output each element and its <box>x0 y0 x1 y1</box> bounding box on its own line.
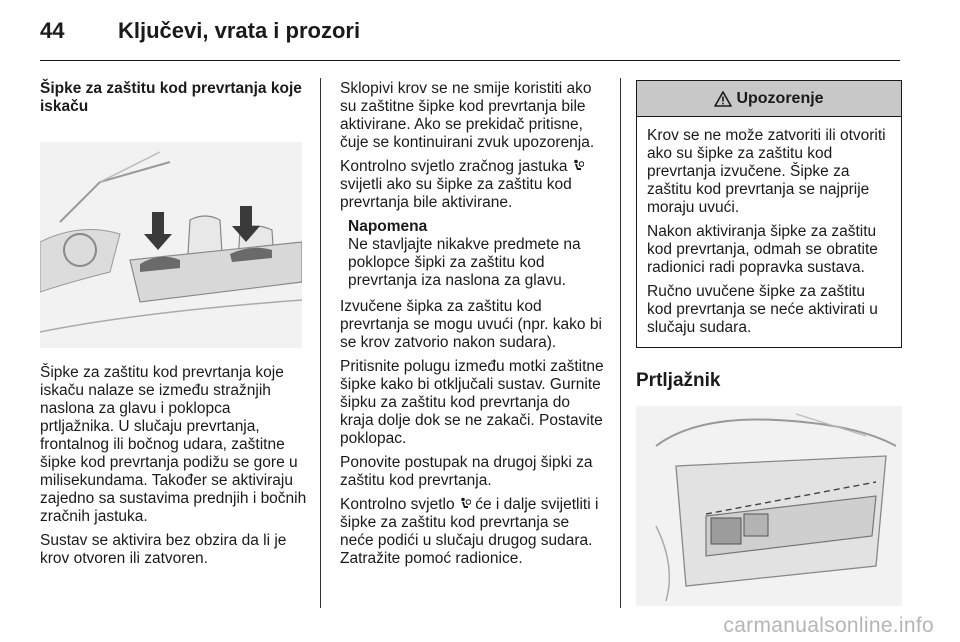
column-2 <box>340 80 606 574</box>
airbag-indicator-icon <box>459 497 471 511</box>
column-3 <box>636 80 902 606</box>
folding-roof-paragraph: Sklopivi krov se ne smije koristiti ako su zaštitne šipke kod prevrtanja bile aktivirane. Ako se prekidač pritisne, čuje se kontinuirani zvuk upozorenja. <box>340 80 595 151</box>
warning-light-paragraph <box>340 496 606 568</box>
rollover-bars-activation: Sustav se aktivira bez obzira da li je krov otvoren ili zatvoren. <box>40 532 287 567</box>
warning-title: Upozorenje <box>736 89 824 107</box>
airbag-light-paragraph <box>340 158 606 212</box>
airbag-light-text-before: Kontrolno svjetlo zračnog jastuka <box>340 158 572 175</box>
chapter-title: Ključevi, vrata i prozori <box>118 18 361 43</box>
rollover-bars-illustration <box>40 142 302 348</box>
page-number: 44 <box>40 18 65 43</box>
note-block <box>340 218 606 290</box>
column-divider-2 <box>620 78 621 608</box>
airbag-indicator-icon <box>572 159 584 173</box>
rollover-bars-description: Šipke za zaštitu kod prevrtanja koje iskaču nalaze se između stražnjih naslona za glavu i poklopca prtljažnika. U slučaju prevrtanja, frontalnog ili bočnog udara, zaštitne šipke kod prevrtanja podižu se gore u milisekundama. Također se aktiviraju zajedno sa sustavima prednjih i bočnih zračnih jastuka. <box>40 364 307 525</box>
column-divider-1 <box>320 78 321 608</box>
page-header <box>40 18 360 48</box>
rollover-bars-heading: Šipke za zaštitu kod prevrtanja koje iskaču <box>40 80 302 115</box>
warning-triangle-icon <box>714 91 732 107</box>
warning-paragraph-2: Nakon aktiviranja šipke za zaštitu kod prevrtanja, odmah se obratite radionici radi popravka sustava. <box>647 223 878 276</box>
header-rule <box>40 60 900 61</box>
warning-light-text-before: Kontrolno svjetlo <box>340 496 459 513</box>
warning-header <box>637 81 901 117</box>
warning-light-text-after: će i dalje svijetliti i šipke za zaštitu kod prevrtanja se neće podići u slučaju drugog sudara. Zatražite pomoć radionice. <box>340 496 599 567</box>
warning-paragraph-3: Ručno uvučene šipke za zaštitu kod prevrtanja se neće aktivirati u slučaju sudara. <box>647 283 878 336</box>
retract-bars-paragraph: Izvučene šipka za zaštitu kod prevrtanja se mogu uvući (npr. kako bi se krov zatvorio nakon sudara). <box>340 298 602 351</box>
note-title: Napomena <box>348 218 428 235</box>
repeat-procedure-paragraph: Ponovite postupak na drugoj šipki za zaštitu kod prevrtanja. <box>340 454 593 489</box>
warning-paragraph-1: Krov se ne može zatvoriti ili otvoriti ako su šipke za zaštitu kod prevrtanja izvučene. Šipke za zaštitu kod prevrtanja se najprije moraju uvući. <box>647 127 886 216</box>
airbag-light-text-after: svijetli ako su šipke za zaštitu kod prevrtanja bile aktivirane. <box>340 176 572 211</box>
watermark: carmanualsonline.info <box>723 614 934 637</box>
luggage-compartment-illustration <box>636 406 902 606</box>
unlock-procedure-paragraph: Pritisnite polugu između motki zaštitne šipke kako bi otključali sustav. Gurnite šipku za zaštitu kod prevrtanja do kraja dolje dok se ne zakači. Postavite poklopac. <box>340 358 604 447</box>
warning-box <box>636 80 902 348</box>
note-text: Ne stavljajte nikakve predmete na poklopce šipki za zaštitu kod prevrtanja iza naslona za glavu. <box>348 236 581 289</box>
luggage-compartment-heading: Prtljažnik <box>636 370 721 391</box>
column-1 <box>40 80 308 574</box>
warning-body <box>637 117 901 347</box>
